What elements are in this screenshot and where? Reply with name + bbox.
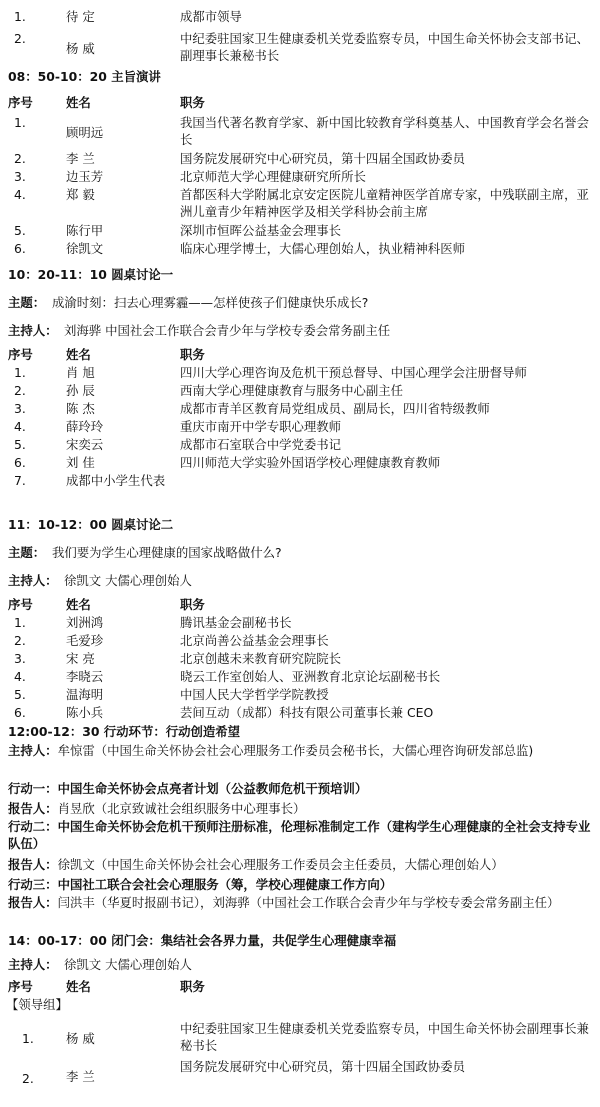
action-reporter: 报告人：肖昱欣（北京致诚社会组织服务中心理事长） (8, 801, 306, 816)
action-reporter: 报告人：闫洪丰（华夏时报副书记），刘海骅（中国社会工作联合会青少年与学校专委会常务副主任） (8, 895, 560, 910)
row-number: 2. (14, 31, 26, 46)
host-line: 主持人：牟惊雷（中国生命关怀协会社会心理服务工作委员会秘书长，大儒心理咨询研发部总监) (8, 743, 534, 758)
action-item: 行动二：中国生命关怀协会危机干预师注册标准，伦理标准制定工作（建构学生心理健康的全社会支持专业队伍） (8, 819, 591, 851)
row-title: 中纪委驻国家卫生健康委机关党委监察专员，中国生命关怀协会支部书记、副理事长兼秘书长 (180, 31, 589, 63)
row-name: 待 定 (66, 9, 95, 24)
row-number: 1. (14, 9, 26, 24)
row-name: 杨 威 (66, 41, 95, 56)
row-title: 成都市领导 (180, 9, 242, 24)
action-reporter: 报告人：徐凯文（中国生命关怀协会社会心理服务工作委员会主任委员，大儒心理创始人） (8, 857, 504, 872)
action-item: 行动三：中国社工联合会社会心理服务（筹，学校心理健康工作方向） (8, 877, 393, 892)
action-item: 行动一：中国生命关怀协会点亮者计划（公益教师危机干预培训） (8, 781, 368, 796)
